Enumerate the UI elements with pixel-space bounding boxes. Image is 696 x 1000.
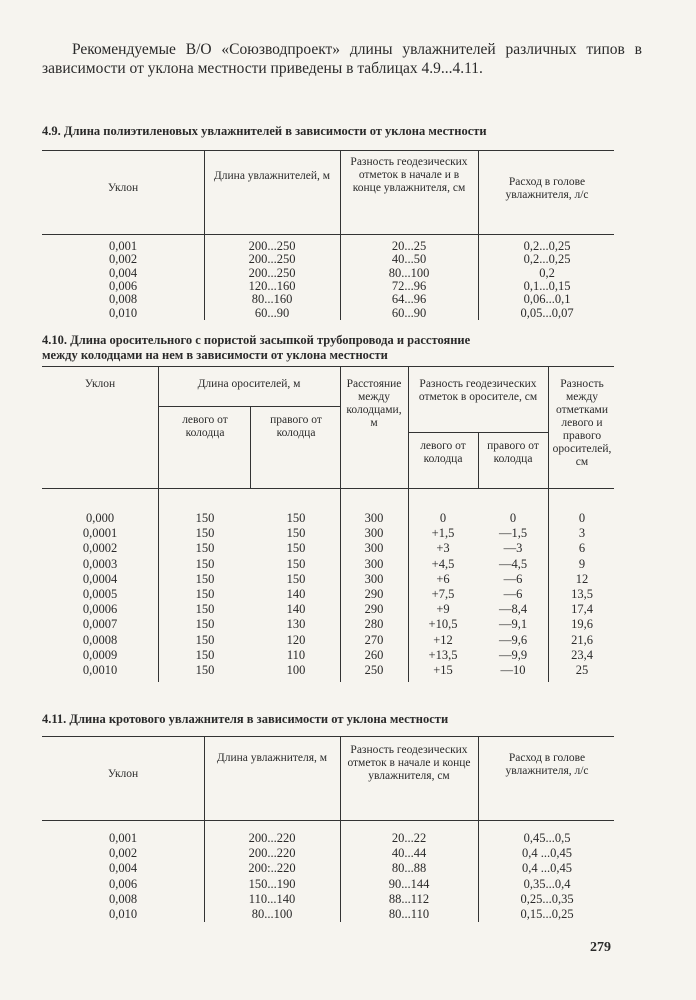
table-4-9-caption: 4.9. Длина полиэтиленовых увлажнителей в зависимости от уклона местности <box>42 124 487 138</box>
t410-cell: 290 <box>364 602 384 617</box>
t410-cell: —1,5 <box>498 526 528 541</box>
t410-cell: —3 <box>503 541 523 556</box>
t49-cell: 0,2 <box>539 265 555 280</box>
t49-cell: 0,2...0,25 <box>523 252 571 267</box>
t410-cell: 0,000 <box>85 511 115 525</box>
t411-cell: 80...110 <box>388 907 430 921</box>
t410-cell: 0,0001 <box>82 526 118 541</box>
t410-cell: 0,0008 <box>82 632 118 647</box>
t410-cell: 300 <box>364 541 384 556</box>
t410-cell: +4,5 <box>431 556 455 571</box>
t49-header-diff: Разность геодезических отметок в начале и в конце увлажнителя, см <box>350 156 468 194</box>
t49-cell: 0,2...0,25 <box>523 239 571 253</box>
t49-cell: 64...96 <box>391 292 427 307</box>
t410-header-right-diff: правого от колодца <box>487 440 539 465</box>
t410-header-length: Длина оросителей, м <box>197 378 301 390</box>
t410-cell: 300 <box>364 556 384 571</box>
t410-cell: +13,5 <box>428 647 458 662</box>
t410-cell: 0,0007 <box>82 617 118 632</box>
t49-cell: 0,006 <box>108 278 138 293</box>
t49-cell: 0,008 <box>108 292 138 307</box>
t411-cell: 0,002 <box>108 846 138 861</box>
t410-cell: +3 <box>436 541 450 556</box>
t49-cell: 0,004 <box>108 265 138 280</box>
t410-cell: 17,4 <box>571 602 593 617</box>
t410-cell: +10,5 <box>428 617 458 632</box>
t49-cell: 0,1...0,15 <box>523 278 571 293</box>
t411-header-flow: Расход в голове увлажнителя, л/с <box>505 752 589 777</box>
t410-cell: 0,0004 <box>82 571 118 586</box>
t49-cell: 60...90 <box>391 305 427 320</box>
t411-cell: 0,4 ...0,45 <box>522 861 572 876</box>
t410-header-left-len: левого от колодца <box>182 414 228 439</box>
t410-cell: +7,5 <box>431 587 455 601</box>
t410-header-diff: Разность геодезических отметок в оросителе, см <box>418 378 538 403</box>
t410-header-right-len: правого от колодца <box>270 414 322 439</box>
t411-cell: 0,25...0,35 <box>520 891 574 906</box>
t411-header-length: Длина увлажнителя, м <box>216 752 328 764</box>
t49-cell: 60...90 <box>254 305 290 320</box>
t410-cell: —9,9 <box>498 647 528 662</box>
t49-cell: 200...250 <box>248 239 296 253</box>
t410-cell: —4,5 <box>498 556 528 571</box>
t410-cell: 0,0009 <box>82 647 118 662</box>
t410-header-left-diff: левого от колодца <box>420 440 466 465</box>
t410-cell: 21,6 <box>571 632 593 647</box>
t411-cell: 0,4 ...0,45 <box>522 846 572 861</box>
page-number: 279 <box>590 940 611 955</box>
t410-cell: 100 <box>286 663 306 677</box>
t411-cell: 200...220 <box>248 831 296 845</box>
t410-cell: +15 <box>433 663 453 677</box>
t410-header-slope: Уклон <box>84 378 116 390</box>
t410-cell: 23,4 <box>571 647 593 662</box>
t49-cell: 20...25 <box>391 239 427 253</box>
table-4-11-caption: 4.11. Длина кротового увлажнителя в зависимости от уклона местности <box>42 712 449 726</box>
t49-cell: 0,06...0,1 <box>523 292 571 307</box>
t410-cell: 260 <box>364 647 384 662</box>
t410-cell: 300 <box>364 526 384 541</box>
t411-cell: 0,35...0,4 <box>523 876 571 891</box>
t410-cell: 150 <box>195 587 215 601</box>
t410-cell: —9,6 <box>498 632 528 647</box>
t49-cell: 200...250 <box>248 252 296 267</box>
t410-cell: 110 <box>286 647 306 662</box>
t49-header-flow: Расход в голове увлажнителя, л/с <box>505 176 589 201</box>
t49-cell: 200...250 <box>248 265 296 280</box>
t410-cell: 150 <box>286 511 306 525</box>
t411-cell: 0,010 <box>108 907 138 921</box>
t410-cell: 9 <box>578 556 586 571</box>
t410-cell: 0,0002 <box>82 541 118 556</box>
t410-cell: 0,0003 <box>82 556 118 571</box>
t410-cell: —8,4 <box>498 602 528 617</box>
t410-cell: 120 <box>286 632 306 647</box>
t411-cell: 150...190 <box>248 876 296 891</box>
t410-cell: —6 <box>503 587 523 601</box>
t410-cell: 270 <box>364 632 384 647</box>
t410-cell: +9 <box>436 602 450 617</box>
t49-cell: 0,002 <box>108 252 138 267</box>
t410-cell: 150 <box>195 511 215 525</box>
t411-header-slope: Уклон <box>107 768 139 780</box>
t410-cell: 150 <box>286 556 306 571</box>
t410-caption-line2: между колодцами на нем в зависимости от уклона местности <box>42 348 388 362</box>
t49-cell: 80...100 <box>388 265 430 280</box>
t410-cell: 300 <box>364 511 384 525</box>
t410-cell: 0 <box>578 511 586 525</box>
t410-cell: 150 <box>195 541 215 556</box>
t410-cell: 0,0010 <box>82 663 118 677</box>
t410-cell: 150 <box>286 526 306 541</box>
t410-cell: 13,5 <box>571 587 593 601</box>
t410-cell: +6 <box>436 571 450 586</box>
t410-header-between: Разность между отметками левого и правого оросителей, см <box>552 378 612 468</box>
t49-header-slope: Уклон <box>107 182 139 194</box>
t410-cell: 140 <box>286 587 306 601</box>
t410-cell: —9,1 <box>498 617 528 632</box>
table-4-10-caption <box>42 333 642 363</box>
t411-cell: 0,45...0,5 <box>523 831 571 845</box>
intro-paragraph <box>42 40 642 78</box>
t410-cell: 130 <box>286 617 306 632</box>
t410-cell: 0,0006 <box>82 602 118 617</box>
t411-cell: 200...220 <box>248 846 296 861</box>
t410-caption-line1: 4.10. Длина оросительного с пористой засыпкой трубопровода и расстояние <box>42 333 471 347</box>
t410-header-distance: Расстояние между колодцами, м <box>346 378 402 429</box>
t410-cell: 280 <box>364 617 384 632</box>
t410-cell: 290 <box>364 587 384 601</box>
t49-cell: 0,05...0,07 <box>520 305 574 320</box>
t49-cell: 0,010 <box>108 305 138 320</box>
t410-cell: 150 <box>195 526 215 541</box>
t410-cell: 150 <box>195 632 215 647</box>
t411-cell: 0,006 <box>108 876 138 891</box>
t410-cell: —10 <box>500 663 526 677</box>
t410-cell: 250 <box>364 663 384 677</box>
t411-cell: 200:..220 <box>248 861 296 876</box>
t49-cell: 80...160 <box>251 292 293 307</box>
t410-cell: 150 <box>195 647 215 662</box>
t411-cell: 110...140 <box>248 891 296 906</box>
t410-cell: 150 <box>195 571 215 586</box>
t411-cell: 0,008 <box>108 891 138 906</box>
t410-cell: 150 <box>286 541 306 556</box>
t410-cell: —6 <box>503 571 523 586</box>
intro-text: Рекомендуемые В/О «Союзводпроект» длины увлажнителей различных типов в зависимости от уклона местности приведены в таблицах 4.9...4.11. <box>42 41 642 77</box>
t410-cell: +12 <box>433 632 453 647</box>
t49-header-length: Длина увлажнителей, м <box>213 170 331 182</box>
t410-cell: 0 <box>439 511 447 525</box>
t410-cell: 300 <box>364 571 384 586</box>
t411-cell: 20...22 <box>391 831 427 845</box>
t410-cell: 150 <box>286 571 306 586</box>
t410-cell: 6 <box>578 541 586 556</box>
t410-cell: 150 <box>195 663 215 677</box>
t411-cell: 80...100 <box>251 907 293 921</box>
t410-cell: 150 <box>195 556 215 571</box>
t411-cell: 40...44 <box>391 846 427 861</box>
t49-cell: 0,001 <box>108 239 138 253</box>
t49-cell: 40...50 <box>391 252 427 267</box>
t410-cell: 12 <box>575 571 589 586</box>
t410-cell: 140 <box>286 602 306 617</box>
t410-cell: 3 <box>578 526 586 541</box>
t410-cell: 0,0005 <box>82 587 118 601</box>
t410-cell: 19,6 <box>571 617 593 632</box>
t411-cell: 0,004 <box>108 861 138 876</box>
t49-cell: 120...160 <box>248 278 296 293</box>
t49-cell: 72...96 <box>391 278 427 293</box>
t410-cell: 25 <box>575 663 589 677</box>
t411-cell: 0,001 <box>108 831 138 845</box>
t411-cell: 88...112 <box>388 891 430 906</box>
t410-cell: 150 <box>195 617 215 632</box>
t410-cell: +1,5 <box>431 526 455 541</box>
t411-header-diff: Разность геодезических отметок в начале и конце увлажнителя, см <box>347 744 471 782</box>
t410-cell: 150 <box>195 602 215 617</box>
t411-cell: 80...88 <box>391 861 427 876</box>
t411-cell: 90...144 <box>388 876 430 891</box>
t410-cell: 0 <box>509 511 517 525</box>
t411-cell: 0,15...0,25 <box>520 907 574 921</box>
